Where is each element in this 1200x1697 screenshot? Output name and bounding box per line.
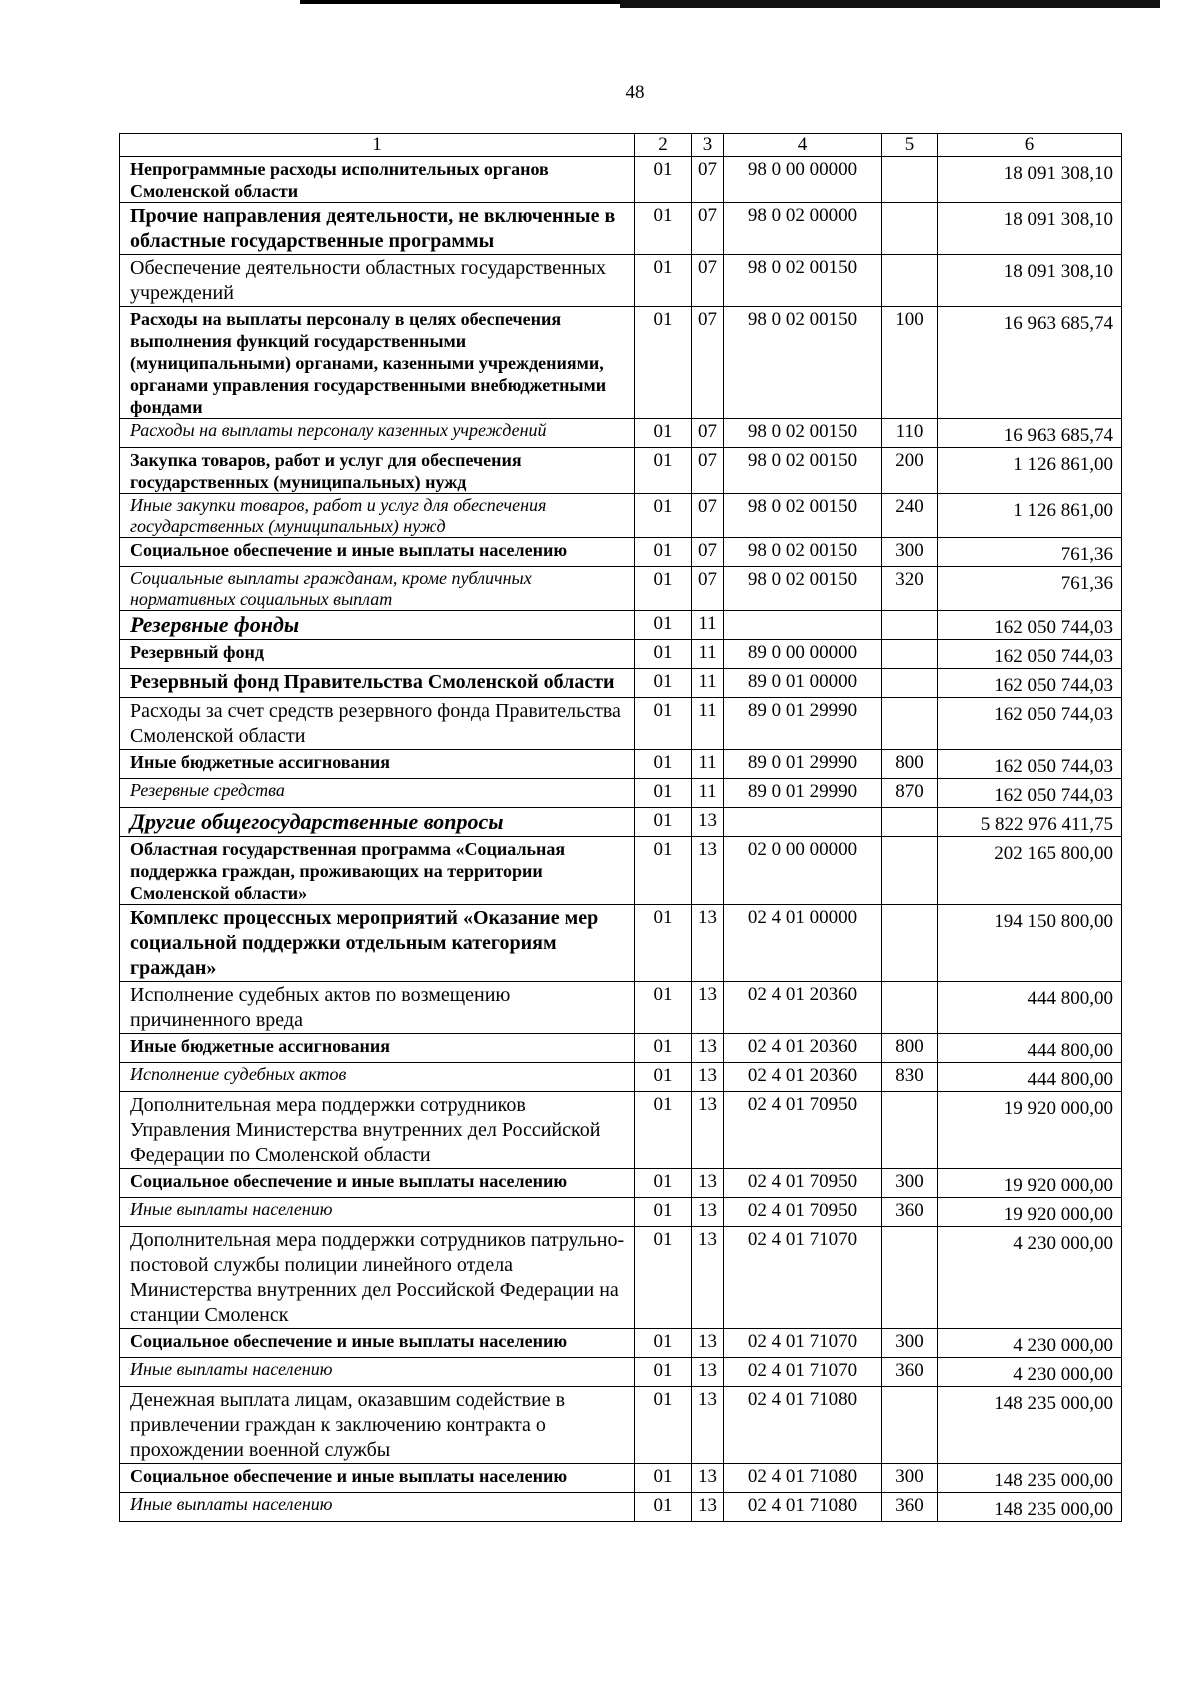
row-section: 01: [635, 611, 692, 640]
row-expense-type: [882, 640, 938, 669]
row-target-code: 89 0 01 00000: [724, 669, 882, 698]
table-row: [120, 1092, 1122, 1169]
row-subsection: 11: [692, 779, 724, 808]
row-subsection: 11: [692, 750, 724, 779]
row-amount: 1 126 861,00: [938, 494, 1122, 538]
row-name: Расходы за счет средств резервного фонда Правительства Смоленской области: [120, 698, 635, 750]
row-section: 01: [635, 1227, 692, 1329]
row-section: 01: [635, 567, 692, 611]
row-name: Непрограммные расходы исполнительных органов Смоленской области: [120, 157, 635, 203]
row-amount: 4 230 000,00: [938, 1227, 1122, 1329]
table-row: [120, 448, 1122, 494]
table-row: [120, 669, 1122, 698]
row-expense-type: [882, 611, 938, 640]
row-section: 01: [635, 307, 692, 419]
table-row: [120, 905, 1122, 982]
row-target-code: [724, 808, 882, 837]
table-row: [120, 640, 1122, 669]
row-section: 01: [635, 1198, 692, 1227]
page-number: 48: [625, 82, 645, 103]
row-amount: 162 050 744,03: [938, 640, 1122, 669]
row-section: 01: [635, 837, 692, 905]
row-amount: 4 230 000,00: [938, 1329, 1122, 1358]
row-expense-type: 320: [882, 567, 938, 611]
row-expense-type: [882, 1092, 938, 1169]
scan-edge-mark: [620, 0, 1160, 8]
row-section: 01: [635, 779, 692, 808]
row-subsection: 13: [692, 1227, 724, 1329]
row-section: 01: [635, 448, 692, 494]
row-amount: 18 091 308,10: [938, 157, 1122, 203]
table-body: [120, 157, 1122, 1522]
row-name: Социальное обеспечение и иные выплаты населению: [120, 1329, 635, 1358]
row-amount: 162 050 744,03: [938, 779, 1122, 808]
row-subsection: 13: [692, 1493, 724, 1522]
row-subsection: 07: [692, 157, 724, 203]
row-target-code: 02 4 01 70950: [724, 1169, 882, 1198]
table-row: [120, 808, 1122, 837]
table-row: [120, 538, 1122, 567]
row-section: 01: [635, 1493, 692, 1522]
row-section: 01: [635, 982, 692, 1034]
row-section: 01: [635, 1464, 692, 1493]
table-row: [120, 203, 1122, 255]
row-name: Социальные выплаты гражданам, кроме публичных нормативных социальных выплат: [120, 567, 635, 611]
row-section: 01: [635, 1169, 692, 1198]
table-row: [120, 1034, 1122, 1063]
header-cell: 2: [635, 134, 692, 157]
budget-table: [119, 133, 1122, 1522]
row-subsection: 11: [692, 640, 724, 669]
row-expense-type: 360: [882, 1198, 938, 1227]
row-name: Резервные фонды: [120, 611, 635, 640]
row-name: Иные закупки товаров, работ и услуг для обеспечения государственных (муниципальных) нужд: [120, 494, 635, 538]
row-subsection: 07: [692, 494, 724, 538]
row-expense-type: [882, 982, 938, 1034]
row-target-code: 02 4 01 20360: [724, 982, 882, 1034]
row-target-code: 02 4 01 71070: [724, 1329, 882, 1358]
table-row: [120, 255, 1122, 307]
table-row: [120, 567, 1122, 611]
row-amount: 16 963 685,74: [938, 307, 1122, 419]
row-target-code: 89 0 01 29990: [724, 698, 882, 750]
table-row: [120, 698, 1122, 750]
table-row: [120, 1329, 1122, 1358]
row-amount: 444 800,00: [938, 1034, 1122, 1063]
row-expense-type: 300: [882, 1464, 938, 1493]
table-row: [120, 779, 1122, 808]
table-row: [120, 1358, 1122, 1387]
row-section: 01: [635, 157, 692, 203]
row-subsection: 11: [692, 698, 724, 750]
table-row: [120, 750, 1122, 779]
row-name: Областная государственная программа «Социальная поддержка граждан, проживающих на территории Смоленской области»: [120, 837, 635, 905]
row-name: Дополнительная мера поддержки сотрудников патрульно-постовой службы полиции линейного отдела Министерства внутренних дел Российской Федерации на станции Смоленск: [120, 1227, 635, 1329]
row-target-code: 02 4 01 70950: [724, 1198, 882, 1227]
table-row: [120, 307, 1122, 419]
row-subsection: 13: [692, 1387, 724, 1464]
row-subsection: 13: [692, 1034, 724, 1063]
row-subsection: 07: [692, 419, 724, 448]
row-amount: 162 050 744,03: [938, 611, 1122, 640]
header-cell: 1: [120, 134, 635, 157]
row-amount: 761,36: [938, 538, 1122, 567]
row-section: 01: [635, 494, 692, 538]
row-subsection: 13: [692, 1329, 724, 1358]
row-expense-type: [882, 255, 938, 307]
row-name: Обеспечение деятельности областных государственных учреждений: [120, 255, 635, 307]
row-target-code: [724, 611, 882, 640]
row-subsection: 13: [692, 982, 724, 1034]
row-subsection: 07: [692, 538, 724, 567]
row-expense-type: 360: [882, 1493, 938, 1522]
table-row: [120, 1198, 1122, 1227]
row-amount: 1 126 861,00: [938, 448, 1122, 494]
row-name: Резервный фонд Правительства Смоленской области: [120, 669, 635, 698]
row-section: 01: [635, 419, 692, 448]
row-subsection: 07: [692, 255, 724, 307]
table-row: [120, 611, 1122, 640]
header-cell: 4: [724, 134, 882, 157]
row-expense-type: 240: [882, 494, 938, 538]
row-name: Расходы на выплаты персоналу в целях обеспечения выполнения функций государственными (муниципальными) органами, казенными учреждениями, органами управления государственными внебюджетными фондами: [120, 307, 635, 419]
row-target-code: 02 4 01 71080: [724, 1493, 882, 1522]
row-section: 01: [635, 640, 692, 669]
row-expense-type: 800: [882, 750, 938, 779]
row-section: 01: [635, 808, 692, 837]
row-name: Социальное обеспечение и иные выплаты населению: [120, 538, 635, 567]
row-expense-type: [882, 203, 938, 255]
row-subsection: 13: [692, 1092, 724, 1169]
row-target-code: 98 0 02 00150: [724, 307, 882, 419]
row-name: Исполнение судебных актов по возмещению причиненного вреда: [120, 982, 635, 1034]
row-name: Дополнительная мера поддержки сотрудников Управления Министерства внутренних дел Российской Федерации по Смоленской области: [120, 1092, 635, 1169]
table-row: [120, 1063, 1122, 1092]
row-section: 01: [635, 1034, 692, 1063]
row-expense-type: [882, 669, 938, 698]
row-section: 01: [635, 750, 692, 779]
row-amount: 202 165 800,00: [938, 837, 1122, 905]
row-target-code: 02 4 01 00000: [724, 905, 882, 982]
row-subsection: 07: [692, 567, 724, 611]
row-expense-type: 870: [882, 779, 938, 808]
row-section: 01: [635, 698, 692, 750]
row-subsection: 07: [692, 203, 724, 255]
table-row: [120, 1169, 1122, 1198]
row-expense-type: 360: [882, 1358, 938, 1387]
row-expense-type: 100: [882, 307, 938, 419]
row-amount: 4 230 000,00: [938, 1358, 1122, 1387]
row-expense-type: [882, 905, 938, 982]
row-target-code: 02 4 01 20360: [724, 1034, 882, 1063]
row-expense-type: [882, 698, 938, 750]
row-amount: 18 091 308,10: [938, 255, 1122, 307]
row-target-code: 02 4 01 20360: [724, 1063, 882, 1092]
row-subsection: 13: [692, 808, 724, 837]
row-amount: 148 235 000,00: [938, 1493, 1122, 1522]
row-name: Иные выплаты населению: [120, 1198, 635, 1227]
row-section: 01: [635, 538, 692, 567]
row-expense-type: 200: [882, 448, 938, 494]
row-name: Исполнение судебных актов: [120, 1063, 635, 1092]
row-target-code: 98 0 02 00150: [724, 255, 882, 307]
row-expense-type: [882, 1227, 938, 1329]
row-subsection: 11: [692, 669, 724, 698]
row-section: 01: [635, 669, 692, 698]
header-cell: 3: [692, 134, 724, 157]
row-subsection: 07: [692, 307, 724, 419]
header-cell: 6: [938, 134, 1122, 157]
row-amount: 19 920 000,00: [938, 1169, 1122, 1198]
row-expense-type: 300: [882, 1329, 938, 1358]
row-expense-type: 110: [882, 419, 938, 448]
row-section: 01: [635, 1329, 692, 1358]
row-name: Иные бюджетные ассигнования: [120, 1034, 635, 1063]
row-name: Закупка товаров, работ и услуг для обеспечения государственных (муниципальных) нужд: [120, 448, 635, 494]
table-row: [120, 419, 1122, 448]
row-target-code: 98 0 02 00150: [724, 538, 882, 567]
row-name: Резервные средства: [120, 779, 635, 808]
row-target-code: 98 0 02 00000: [724, 203, 882, 255]
row-expense-type: [882, 157, 938, 203]
row-subsection: 13: [692, 1358, 724, 1387]
row-subsection: 13: [692, 905, 724, 982]
row-target-code: 02 4 01 71080: [724, 1387, 882, 1464]
row-name: Другие общегосударственные вопросы: [120, 808, 635, 837]
row-amount: 444 800,00: [938, 982, 1122, 1034]
row-name: Иные выплаты населению: [120, 1493, 635, 1522]
row-amount: 444 800,00: [938, 1063, 1122, 1092]
row-name: Расходы на выплаты персоналу казенных учреждений: [120, 419, 635, 448]
row-name: Социальное обеспечение и иные выплаты населению: [120, 1464, 635, 1493]
table-row: [120, 157, 1122, 203]
row-target-code: 98 0 02 00150: [724, 448, 882, 494]
row-subsection: 07: [692, 448, 724, 494]
row-target-code: 89 0 01 29990: [724, 750, 882, 779]
row-amount: 19 920 000,00: [938, 1092, 1122, 1169]
row-amount: 148 235 000,00: [938, 1387, 1122, 1464]
row-name: Прочие направления деятельности, не включенные в областные государственные программы: [120, 203, 635, 255]
row-expense-type: 830: [882, 1063, 938, 1092]
row-name: Денежная выплата лицам, оказавшим содействие в привлечении граждан к заключению контракта о прохождении военной службы: [120, 1387, 635, 1464]
row-target-code: 02 0 00 00000: [724, 837, 882, 905]
row-name: Иные выплаты населению: [120, 1358, 635, 1387]
row-name: Социальное обеспечение и иные выплаты населению: [120, 1169, 635, 1198]
row-subsection: 13: [692, 1063, 724, 1092]
row-target-code: 02 4 01 71070: [724, 1227, 882, 1329]
row-name: Иные бюджетные ассигнования: [120, 750, 635, 779]
row-subsection: 13: [692, 837, 724, 905]
row-expense-type: 300: [882, 538, 938, 567]
row-target-code: 89 0 00 00000: [724, 640, 882, 669]
row-target-code: 98 0 02 00150: [724, 494, 882, 538]
row-expense-type: 800: [882, 1034, 938, 1063]
row-amount: 16 963 685,74: [938, 419, 1122, 448]
row-section: 01: [635, 1387, 692, 1464]
row-amount: 18 091 308,10: [938, 203, 1122, 255]
row-target-code: 98 0 02 00150: [724, 567, 882, 611]
header-row: [120, 134, 1122, 157]
row-amount: 162 050 744,03: [938, 750, 1122, 779]
row-subsection: 11: [692, 611, 724, 640]
row-section: 01: [635, 905, 692, 982]
table-row: [120, 1493, 1122, 1522]
row-expense-type: [882, 808, 938, 837]
row-amount: 761,36: [938, 567, 1122, 611]
row-target-code: 02 4 01 71070: [724, 1358, 882, 1387]
row-amount: 148 235 000,00: [938, 1464, 1122, 1493]
row-target-code: 02 4 01 70950: [724, 1092, 882, 1169]
row-subsection: 13: [692, 1169, 724, 1198]
table-row: [120, 494, 1122, 538]
table-row: [120, 1387, 1122, 1464]
row-amount: 162 050 744,03: [938, 698, 1122, 750]
row-amount: 19 920 000,00: [938, 1198, 1122, 1227]
table-row: [120, 1464, 1122, 1493]
row-expense-type: 300: [882, 1169, 938, 1198]
row-subsection: 13: [692, 1198, 724, 1227]
row-section: 01: [635, 255, 692, 307]
row-target-code: 89 0 01 29990: [724, 779, 882, 808]
row-amount: 5 822 976 411,75: [938, 808, 1122, 837]
row-target-code: 98 0 02 00150: [724, 419, 882, 448]
row-subsection: 13: [692, 1464, 724, 1493]
row-section: 01: [635, 1358, 692, 1387]
row-expense-type: [882, 1387, 938, 1464]
row-target-code: 02 4 01 71080: [724, 1464, 882, 1493]
row-section: 01: [635, 1092, 692, 1169]
table-row: [120, 982, 1122, 1034]
table-row: [120, 1227, 1122, 1329]
row-target-code: 98 0 00 00000: [724, 157, 882, 203]
row-amount: 162 050 744,03: [938, 669, 1122, 698]
row-section: 01: [635, 203, 692, 255]
header-cell: 5: [882, 134, 938, 157]
table-row: [120, 837, 1122, 905]
row-name: Резервный фонд: [120, 640, 635, 669]
row-expense-type: [882, 837, 938, 905]
row-amount: 194 150 800,00: [938, 905, 1122, 982]
row-section: 01: [635, 1063, 692, 1092]
row-name: Комплекс процессных мероприятий «Оказание мер социальной поддержки отдельным категориям граждан»: [120, 905, 635, 982]
